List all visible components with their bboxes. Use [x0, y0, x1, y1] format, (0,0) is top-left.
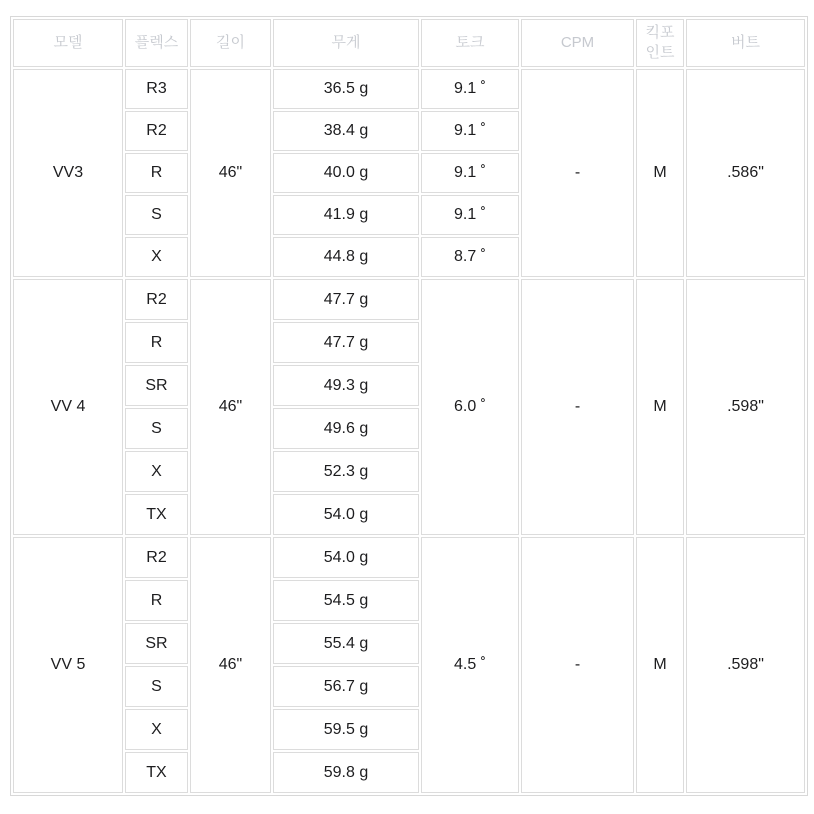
- header-model: 모델: [13, 19, 123, 67]
- shaft-spec-table: [10, 16, 808, 796]
- flex-cell: S: [125, 666, 188, 707]
- table-row: [13, 279, 805, 320]
- header-torque: 토크: [421, 19, 519, 67]
- header-cpm: CPM: [521, 19, 634, 67]
- flex-cell: R3: [125, 69, 188, 109]
- cpm-cell: -: [521, 537, 634, 793]
- flex-cell: R2: [125, 111, 188, 151]
- butt-cell: .586": [686, 69, 805, 277]
- length-cell: 46": [190, 537, 271, 793]
- weight-cell: 40.0 g: [273, 153, 419, 193]
- weight-cell: 54.0 g: [273, 537, 419, 578]
- flex-cell: TX: [125, 752, 188, 793]
- flex-cell: TX: [125, 494, 188, 535]
- weight-cell: 52.3 g: [273, 451, 419, 492]
- flex-cell: X: [125, 237, 188, 277]
- header-length: 길이: [190, 19, 271, 67]
- weight-cell: 49.6 g: [273, 408, 419, 449]
- length-cell: 46": [190, 69, 271, 277]
- torque-cell: 6.0 ˚: [421, 279, 519, 535]
- flex-cell: S: [125, 195, 188, 235]
- weight-cell: 38.4 g: [273, 111, 419, 151]
- weight-cell: 44.8 g: [273, 237, 419, 277]
- weight-cell: 36.5 g: [273, 69, 419, 109]
- weight-cell: 54.0 g: [273, 494, 419, 535]
- flex-cell: SR: [125, 623, 188, 664]
- kick-point-cell: M: [636, 279, 684, 535]
- torque-cell: 9.1 ˚: [421, 69, 519, 109]
- flex-cell: R: [125, 153, 188, 193]
- flex-cell: X: [125, 709, 188, 750]
- header-flex: 플렉스: [125, 19, 188, 67]
- model-cell: VV 5: [13, 537, 123, 793]
- weight-cell: 49.3 g: [273, 365, 419, 406]
- torque-cell: 9.1 ˚: [421, 111, 519, 151]
- butt-cell: .598": [686, 537, 805, 793]
- model-cell: VV 4: [13, 279, 123, 535]
- header-row: [13, 19, 805, 67]
- table-row: [13, 537, 805, 578]
- length-cell: 46": [190, 279, 271, 535]
- header-weight: 무게: [273, 19, 419, 67]
- table-row: [13, 69, 805, 109]
- kick-point-cell: M: [636, 537, 684, 793]
- kick-point-cell: M: [636, 69, 684, 277]
- flex-cell: R2: [125, 279, 188, 320]
- weight-cell: 47.7 g: [273, 279, 419, 320]
- weight-cell: 41.9 g: [273, 195, 419, 235]
- cpm-cell: -: [521, 279, 634, 535]
- weight-cell: 55.4 g: [273, 623, 419, 664]
- cpm-cell: -: [521, 69, 634, 277]
- model-cell: VV3: [13, 69, 123, 277]
- torque-cell: 9.1 ˚: [421, 195, 519, 235]
- weight-cell: 56.7 g: [273, 666, 419, 707]
- flex-cell: R: [125, 580, 188, 621]
- flex-cell: SR: [125, 365, 188, 406]
- flex-cell: R: [125, 322, 188, 363]
- weight-cell: 59.8 g: [273, 752, 419, 793]
- header-butt: 버트: [686, 19, 805, 67]
- weight-cell: 59.5 g: [273, 709, 419, 750]
- header-kick-point: 킥포인트: [636, 19, 684, 67]
- torque-cell: 9.1 ˚: [421, 153, 519, 193]
- flex-cell: R2: [125, 537, 188, 578]
- flex-cell: S: [125, 408, 188, 449]
- butt-cell: .598": [686, 279, 805, 535]
- torque-cell: 4.5 ˚: [421, 537, 519, 793]
- flex-cell: X: [125, 451, 188, 492]
- torque-cell: 8.7 ˚: [421, 237, 519, 277]
- weight-cell: 54.5 g: [273, 580, 419, 621]
- weight-cell: 47.7 g: [273, 322, 419, 363]
